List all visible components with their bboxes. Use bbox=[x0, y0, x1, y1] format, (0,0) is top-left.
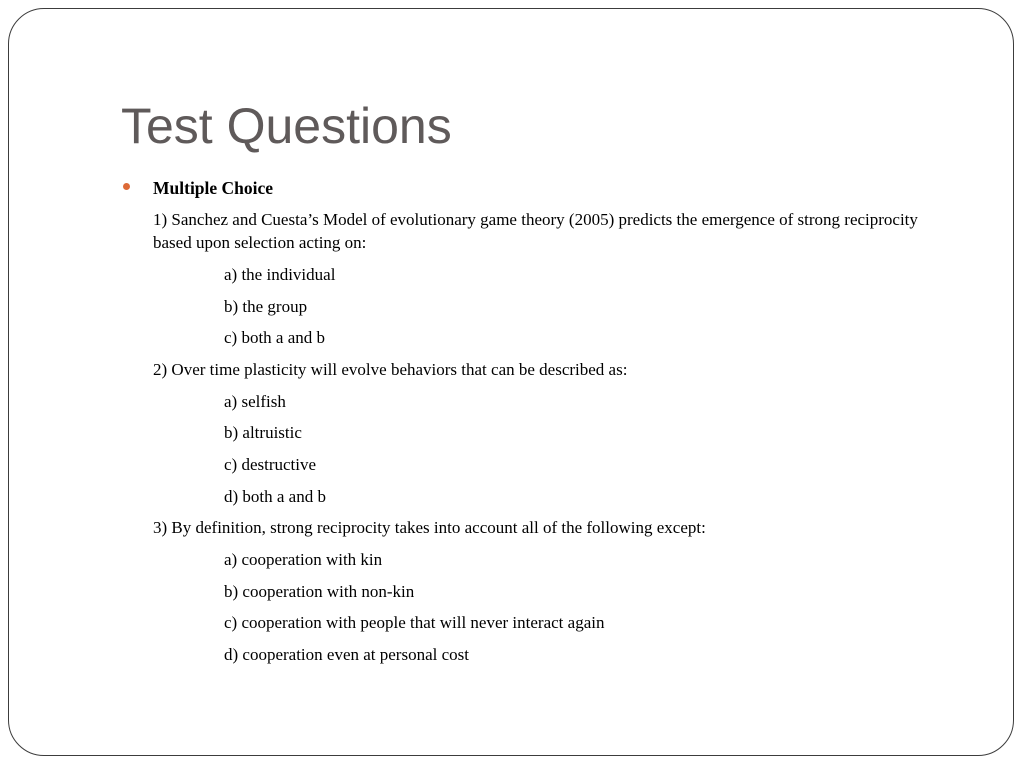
answer-option: c) both a and b bbox=[224, 328, 326, 348]
slide-title: Test Questions bbox=[121, 98, 452, 154]
slide-frame bbox=[8, 8, 1014, 756]
bullet-icon bbox=[123, 183, 130, 190]
section-heading-text: Multiple Choice bbox=[153, 178, 274, 198]
answer-option: c) destructive bbox=[224, 454, 317, 474]
question-2 bbox=[121, 354, 941, 512]
answer-option: a) cooperation with kin bbox=[224, 550, 383, 570]
question-text: 3) By definition, strong reciprocity takes into account all of the following except: bbox=[153, 518, 706, 538]
question-text: 2) Over time plasticity will evolve behaviors that can be described as: bbox=[153, 359, 628, 379]
question-1 bbox=[121, 204, 941, 354]
answer-option: b) the group bbox=[224, 296, 308, 316]
question-text: 1) Sanchez and Cuesta’s Model of evolutionary game theory (2005) predicts the emergence of strong reciprocity based upon selection acting on: bbox=[153, 210, 918, 252]
answer-option: d) cooperation even at personal cost bbox=[224, 644, 469, 664]
answer-option: b) cooperation with non-kin bbox=[224, 581, 415, 601]
answer-option: a) the individual bbox=[224, 265, 336, 284]
answer-option: a) selfish bbox=[224, 391, 286, 411]
slide-content bbox=[121, 172, 941, 671]
question-3 bbox=[121, 512, 941, 670]
answer-option: b) altruistic bbox=[224, 423, 302, 443]
section-heading bbox=[121, 172, 941, 204]
answer-option: c) cooperation with people that will never interact again bbox=[224, 613, 605, 633]
answer-option: d) both a and b bbox=[224, 486, 326, 506]
